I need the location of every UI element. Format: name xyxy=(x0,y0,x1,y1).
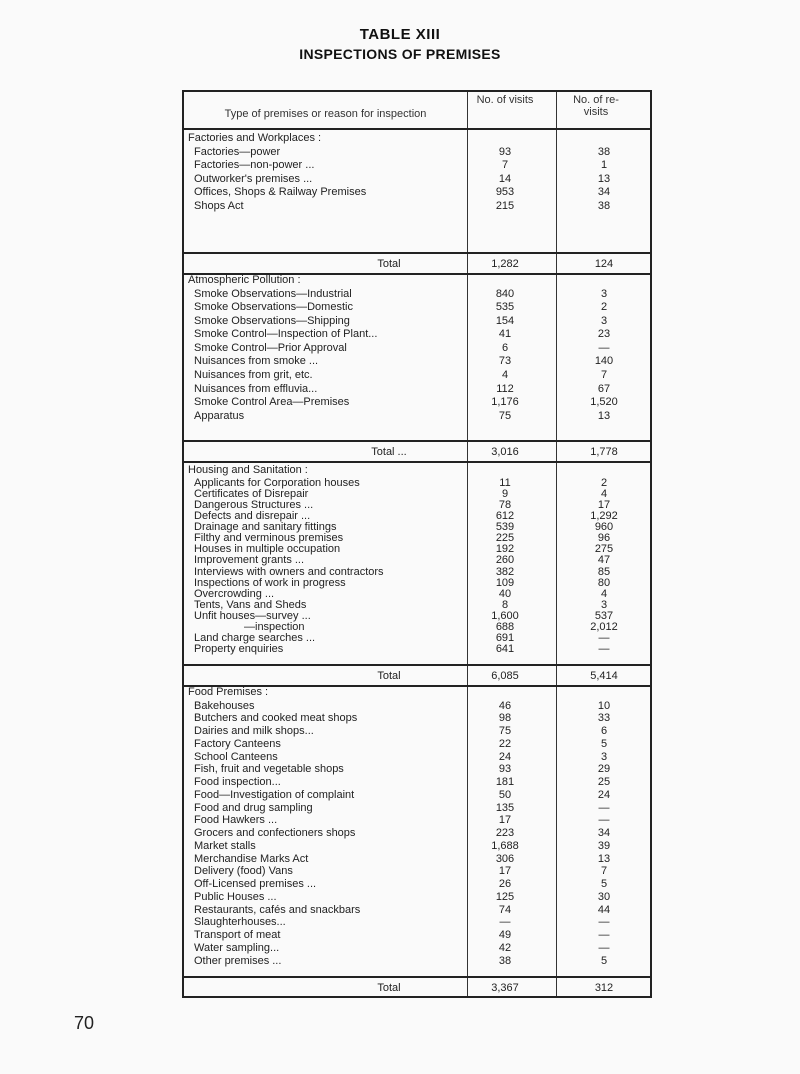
visits-value: 691 xyxy=(495,632,515,645)
revisits-value: 5 xyxy=(600,737,608,750)
row-label: Grocers and confectioners shops xyxy=(194,827,356,839)
revisits-value: 17 xyxy=(597,498,611,511)
revisits-value: — xyxy=(598,916,610,929)
revisits-value: 5 xyxy=(600,878,608,890)
table-row xyxy=(184,891,654,904)
table-row xyxy=(184,878,654,891)
section-caption-row xyxy=(184,464,654,478)
visits-value: 49 xyxy=(498,929,512,941)
revisits-value: 96 xyxy=(597,532,611,545)
table-row xyxy=(184,328,654,342)
table-row xyxy=(184,173,654,187)
revisits-value: 33 xyxy=(597,712,611,725)
visits-value: 11 xyxy=(499,476,511,489)
revisits-value: 3 xyxy=(600,598,608,611)
page-number: 70 xyxy=(74,1013,95,1033)
row-label: Food—Investigation of complaint xyxy=(194,788,355,801)
row-label: Inspections of work in progress xyxy=(194,576,346,589)
row-label: Applicants for Corporation houses xyxy=(194,476,360,489)
visits-value: 1,688 xyxy=(491,839,519,852)
visits-value: 125 xyxy=(495,890,515,903)
visits-value: 9 xyxy=(501,487,509,500)
visits-value: 215 xyxy=(495,199,515,212)
visits-value: 223 xyxy=(495,827,515,839)
inspections-table xyxy=(182,90,652,998)
row-label: Land charge searches ... xyxy=(194,632,316,645)
row-label: Smoke Observations—Domestic xyxy=(194,301,353,314)
total-revisits: 312 xyxy=(594,982,614,994)
section xyxy=(184,464,654,656)
header-visits: No. of visits xyxy=(476,94,534,106)
total-label: Total xyxy=(377,258,401,270)
section-caption: Food Premises : xyxy=(188,686,269,698)
row-label: Factories—non-power ... xyxy=(194,159,315,172)
row-label: Offices, Shops & Railway Premises xyxy=(194,186,367,199)
visits-value: 73 xyxy=(498,355,512,368)
visits-value: 6 xyxy=(501,341,509,354)
table-row xyxy=(184,200,654,214)
row-label: Delivery (food) Vans xyxy=(194,865,293,878)
visits-value: 192 xyxy=(495,543,515,556)
header-revisits: No. of re-visits xyxy=(573,94,619,118)
table-row xyxy=(184,478,654,489)
revisits-value: 275 xyxy=(594,543,614,556)
visits-value: 93 xyxy=(498,763,512,776)
revisits-value: 34 xyxy=(597,186,611,199)
row-label: Butchers and cooked meat shops xyxy=(194,712,358,725)
revisits-value: 4 xyxy=(600,487,608,500)
row-label: Nuisances from effluvia... xyxy=(194,382,318,395)
row-label: Food inspection... xyxy=(194,776,281,788)
table-row xyxy=(184,827,654,840)
table-row xyxy=(184,776,654,789)
visits-value: — xyxy=(499,916,511,929)
visits-value: 109 xyxy=(495,576,515,589)
table-row xyxy=(184,904,654,917)
table-row xyxy=(184,383,654,397)
visits-value: 22 xyxy=(498,737,512,750)
table-row xyxy=(184,789,654,802)
row-label: Shops Act xyxy=(194,199,244,212)
row-label: —inspection xyxy=(244,621,305,634)
total-revisits: 1,778 xyxy=(590,446,618,458)
revisits-value: 7 xyxy=(600,369,608,382)
revisits-value: 39 xyxy=(597,839,611,852)
total-visits: 6,085 xyxy=(491,670,519,682)
table-row xyxy=(184,342,654,356)
total-visits: 1,282 xyxy=(491,258,519,270)
revisits-value: 85 xyxy=(597,565,611,578)
visits-value: 38 xyxy=(498,954,512,967)
revisits-value: — xyxy=(598,632,610,645)
total-label: Total ... xyxy=(371,446,407,458)
visits-value: 535 xyxy=(495,301,515,314)
visits-value: 78 xyxy=(498,498,512,511)
table-row xyxy=(184,802,654,815)
visits-value: 8 xyxy=(501,598,509,611)
row-label: Fish, fruit and vegetable shops xyxy=(194,763,344,776)
revisits-value: — xyxy=(598,801,610,814)
total-row xyxy=(184,666,654,686)
visits-value: 612 xyxy=(495,509,515,522)
visits-value: 41 xyxy=(498,328,512,341)
table-row xyxy=(184,159,654,173)
revisits-value: 1,520 xyxy=(590,396,618,409)
row-label: Dairies and milk shops... xyxy=(194,725,314,737)
visits-value: 74 xyxy=(498,903,512,916)
row-label: Smoke Observations—Industrial xyxy=(194,287,352,300)
visits-value: 24 xyxy=(498,750,512,763)
table-row xyxy=(184,301,654,315)
revisits-value: 10 xyxy=(597,699,611,712)
row-label: Restaurants, cafés and snackbars xyxy=(194,903,361,916)
section-rule xyxy=(184,461,650,463)
table-row xyxy=(184,410,654,424)
row-label: Apparatus xyxy=(194,409,245,422)
row-label: Defects and disrepair ... xyxy=(194,509,311,522)
table-row xyxy=(184,146,654,160)
table-row xyxy=(184,916,654,929)
visits-value: 154 xyxy=(495,314,515,327)
row-label: Drainage and sanitary fittings xyxy=(194,521,337,533)
table-row xyxy=(184,315,654,329)
revisits-value: 7 xyxy=(600,865,608,878)
revisits-value: 44 xyxy=(597,903,611,916)
revisits-value: 13 xyxy=(597,852,611,865)
row-label: Merchandise Marks Act xyxy=(194,852,309,865)
table-row xyxy=(184,865,654,878)
header-type: Type of premises or reason for inspection xyxy=(224,108,427,120)
revisits-value: 13 xyxy=(597,409,611,422)
visits-value: 112 xyxy=(496,382,514,395)
visits-value: 382 xyxy=(495,565,515,578)
row-label: Interviews with owners and contractors xyxy=(194,565,384,578)
table-row xyxy=(184,396,654,410)
table-row xyxy=(184,738,654,751)
visits-value: 93 xyxy=(498,145,512,158)
total-visits: 3,367 xyxy=(491,982,519,994)
total-revisits: 124 xyxy=(594,258,614,270)
visits-value: 181 xyxy=(495,776,515,788)
total-revisits: 5,414 xyxy=(590,670,618,682)
visits-value: 17 xyxy=(498,814,512,827)
revisits-value: — xyxy=(598,929,610,941)
row-label: Transport of meat xyxy=(194,929,281,941)
table-row xyxy=(184,186,654,200)
revisits-value: 140 xyxy=(594,355,614,368)
row-label: Water sampling... xyxy=(194,941,280,954)
section-caption: Factories and Workplaces : xyxy=(188,132,322,144)
visits-value: 306 xyxy=(495,852,515,865)
row-label: Dangerous Structures ... xyxy=(194,498,314,511)
table-row xyxy=(184,567,654,578)
table-title: TABLE XIII xyxy=(359,26,441,43)
row-label: Market stalls xyxy=(194,839,256,852)
total-row xyxy=(184,978,654,998)
table-row xyxy=(184,712,654,725)
row-label: Smoke Control Area—Premises xyxy=(194,396,350,409)
total-label: Total xyxy=(377,670,401,682)
visits-value: 1,600 xyxy=(491,610,519,622)
row-label: Other premises ... xyxy=(194,954,282,967)
section-caption: Atmospheric Pollution : xyxy=(188,274,301,286)
revisits-value: 1 xyxy=(600,159,608,172)
row-label: Property enquiries xyxy=(194,643,284,656)
revisits-value: 38 xyxy=(597,145,611,158)
row-label: Slaughterhouses... xyxy=(194,916,286,929)
section-caption-row xyxy=(184,132,654,146)
row-label: Smoke Control—Inspection of Plant... xyxy=(194,328,378,341)
row-label: Smoke Control—Prior Approval xyxy=(194,341,347,354)
table-row xyxy=(184,955,654,968)
table-row xyxy=(184,840,654,853)
visits-value: 17 xyxy=(498,865,512,878)
revisits-value: 25 xyxy=(597,776,611,788)
table-row xyxy=(184,555,654,566)
revisits-value: 6 xyxy=(600,725,608,737)
revisits-value: 67 xyxy=(597,382,611,395)
revisits-value: 2 xyxy=(600,476,608,489)
row-label: Outworker's premises ... xyxy=(194,172,313,185)
revisits-value: 34 xyxy=(597,827,611,839)
table-row xyxy=(184,929,654,942)
total-row xyxy=(184,254,654,274)
revisits-value: 960 xyxy=(594,521,614,533)
revisits-value: 2,012 xyxy=(590,621,618,634)
row-label: Bakehouses xyxy=(194,699,255,712)
row-label: Food and drug sampling xyxy=(194,801,313,814)
table-row xyxy=(184,288,654,302)
visits-value: 14 xyxy=(498,172,512,185)
table-row xyxy=(184,700,654,713)
row-label: Factories—power xyxy=(194,145,281,158)
visits-value: 75 xyxy=(498,725,512,737)
visits-value: 40 xyxy=(498,587,512,600)
row-label: Overcrowding ... xyxy=(194,587,275,600)
revisits-value: 23 xyxy=(597,328,611,341)
visits-value: 135 xyxy=(495,801,515,814)
visits-value: 26 xyxy=(498,878,512,890)
revisits-value: 30 xyxy=(597,890,611,903)
section xyxy=(184,132,654,213)
visits-value: 7 xyxy=(501,159,509,172)
table-row xyxy=(184,853,654,866)
row-label: Factory Canteens xyxy=(194,737,281,750)
visits-value: 42 xyxy=(498,941,512,954)
revisits-value: 47 xyxy=(597,554,611,567)
row-label: Filthy and verminous premises xyxy=(194,532,344,545)
revisits-value: 3 xyxy=(600,287,608,300)
revisits-value: 3 xyxy=(600,314,608,327)
visits-value: 539 xyxy=(495,521,515,533)
revisits-value: 38 xyxy=(597,199,611,212)
visits-value: 4 xyxy=(501,369,509,382)
visits-value: 840 xyxy=(495,287,515,300)
revisits-value: 4 xyxy=(600,587,608,600)
section xyxy=(184,274,654,423)
visits-value: 641 xyxy=(495,643,515,656)
table-subtitle: INSPECTIONS OF PREMISES xyxy=(299,46,501,62)
table-row xyxy=(184,751,654,764)
total-visits: 3,016 xyxy=(491,446,519,458)
row-label: Smoke Observations—Shipping xyxy=(194,314,350,327)
revisits-value: 2 xyxy=(600,301,608,314)
row-label: Food Hawkers ... xyxy=(194,814,278,827)
section-caption-row xyxy=(184,686,654,700)
table-row xyxy=(184,942,654,955)
row-label: Off-Licensed premises ... xyxy=(194,878,317,890)
table-row xyxy=(184,644,654,655)
row-label: Houses in multiple occupation xyxy=(194,543,341,556)
visits-value: 75 xyxy=(498,409,512,422)
total-label: Total xyxy=(377,982,401,994)
visits-value: 260 xyxy=(495,554,515,567)
visits-value: 953 xyxy=(495,186,515,199)
row-label: Certificates of Disrepair xyxy=(194,487,309,500)
table-row xyxy=(184,763,654,776)
revisits-value: — xyxy=(598,814,610,827)
revisits-value: 537 xyxy=(594,610,614,622)
visits-value: 98 xyxy=(498,712,512,725)
revisits-value: — xyxy=(598,341,610,354)
row-label: Improvement grants ... xyxy=(194,554,305,567)
table-row xyxy=(184,355,654,369)
table-row xyxy=(184,725,654,738)
revisits-value: 5 xyxy=(600,954,608,967)
row-label: School Canteens xyxy=(194,750,278,763)
section xyxy=(184,686,654,967)
row-label: Nuisances from smoke ... xyxy=(194,355,319,368)
revisits-value: 29 xyxy=(597,763,611,776)
revisits-value: — xyxy=(598,643,610,656)
revisits-value: 13 xyxy=(597,172,611,185)
revisits-value: 3 xyxy=(600,750,608,763)
visits-value: 46 xyxy=(498,699,512,712)
revisits-value: 80 xyxy=(597,576,611,589)
revisits-value: 1,292 xyxy=(590,509,618,522)
row-label: Public Houses ... xyxy=(194,890,277,903)
section-caption: Housing and Sanitation : xyxy=(188,464,308,476)
row-label: Nuisances from grit, etc. xyxy=(194,369,313,382)
row-label: Unfit houses—survey ... xyxy=(194,610,311,622)
section-caption-row xyxy=(184,274,654,288)
visits-value: 50 xyxy=(498,788,512,801)
visits-value: 225 xyxy=(495,532,515,545)
table-row xyxy=(184,369,654,383)
revisits-value: — xyxy=(598,941,610,954)
visits-value: 688 xyxy=(495,621,515,634)
revisits-value: 24 xyxy=(597,788,611,801)
header-rule xyxy=(184,128,650,130)
total-row xyxy=(184,442,654,462)
table-row xyxy=(184,814,654,827)
visits-value: 1,176 xyxy=(491,396,519,409)
row-label: Tents, Vans and Sheds xyxy=(194,598,307,611)
